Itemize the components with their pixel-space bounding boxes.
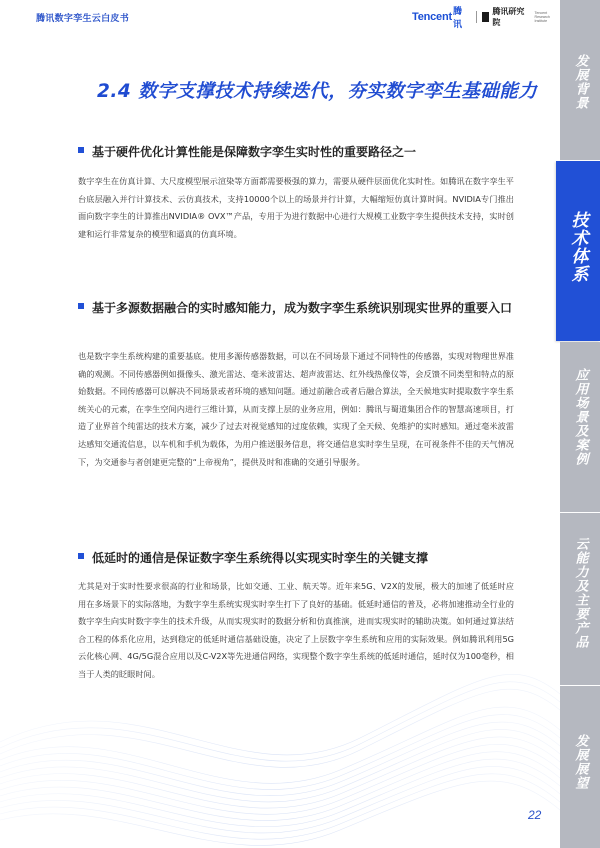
subsection-heading [78,142,502,162]
sidebar-tab-label: 应用场景及案例 [572,368,588,466]
subsection-title: 基于硬件优化计算性能是保障数字孪生实时性的重要路径之一 [92,145,417,159]
subsection-heading [78,298,512,318]
sidebar-tab-outlook[interactable] [560,686,600,848]
page-number: 22 [528,808,542,822]
document-title: 腾讯数字孪生云白皮书 [36,14,130,24]
page-header [0,0,560,40]
chapter-sidebar [560,0,600,848]
sidebar-tab-label: 发展背景 [572,54,588,110]
sidebar-tab-technology[interactable] [556,161,600,341]
sidebar-tab-label: 技术体系 [567,211,588,283]
body-paragraph: 尤其是对于实时性要求很高的行业和场景，比如交通、工业、航天等。近年来5G、V2X的发展，极大的加速了低延时应用在多场景下的实际落地，为数字孪生系统实现实时孪生打下了良好的基础。低延时通信的普及，必将加速推动全行业的数字孪生向实时数字孪生的技术升级，从而实现实时的数据分析和仿真推演，进而实现实时的辅助决策。如何通过算法结合工程的体系化应用，达到稳定的低延时通信基础设施，决定了上层数字孪生系统和应用的实际效果。例如腾讯利用5G云化核心网、4G/5G混合应用以及C-V2X等先进通信网络，实现整个数字孪生系统的低延时通信，延时仅为100毫秒，相当于人类的眨眼时间。 [78,581,514,679]
institute-logo-icon [482,12,490,22]
sidebar-tab-label: 云能力及主要产品 [572,537,588,649]
institute-logo-en: Tencent Research Institute [534,11,550,23]
logo-divider [476,11,477,23]
square-bullet-icon [78,147,84,153]
sidebar-tab-background[interactable] [560,0,600,160]
institute-logo: 腾讯研究院 [492,7,525,27]
square-bullet-icon [78,303,84,309]
subsection-heading [78,548,502,568]
tencent-logo: Tencent [412,11,452,23]
subsection-title: 基于多源数据融合的实时感知能力，成为数字孪生系统识别现实世界的重要入口 [92,301,513,315]
sidebar-tab-cloud-products[interactable] [560,513,600,685]
body-paragraph: 也是数字孪生系统构建的重要基底。使用多源传感器数据，可以在不同场景下通过不同特性的传感器，实现对物理世界准确的观测。不同传感器例如摄像头、激光雷达、毫米波雷达、超声波雷达、红外线热像仪等，会反馈不同类型和特点的原始数据。不同传感器可以解决不同场景或者环境的感知问题。通过前融合或者后融合算法，全天候地实时提取数字孪生系统关心的元素，在孪生空间内进行三维计算，从而支撑上层的业务应用，例如：腾讯与蜀道集团合作的智慧高速项目，打造了业界首个纯雷达的技术方案，减少了过去对视觉感知的过度依赖，实现了全天候、免维护的实时感知。通过毫米波雷达感知交通流信息，以车机和手机为载体，为用户推送服务信息，将交通信息实时孪生呈现，在可视条件不佳的天气情况下，为交通参与者创建更完整的“上帝视角”，提供及时和准确的交通引导服务。 [78,351,514,467]
sidebar-tab-applications[interactable] [560,342,600,512]
subsection-title: 低延时的通信是保证数字孪生系统得以实现实时孪生的关键支撑 [92,551,429,565]
body-paragraph: 数字孪生在仿真计算、大尺度模型展示渲染等方面都需要极强的算力，需要从硬件层面优化实时性。如腾讯在数字孪生平台底层融入并行计算技术、云仿真技术，支持10000个以上的场景并行计算，大幅缩短仿真计算时间。NVIDIA专门推出面向数字孪生的计算推出NVIDIA® OVX™产品，专用于为进行数据中心进行大规模工业数字孪生提供技术支持，实时创建和运行非常复杂的模型和逼真的仿真环境。 [78,176,514,239]
section-heading: 2.4 数字支撑技术持续迭代，夯实数字孪生基础能力 [97,81,538,102]
sidebar-tab-label: 发展展望 [572,734,588,790]
square-bullet-icon [78,553,84,559]
tencent-logo-cn: 腾讯 [452,7,462,30]
logo-group [412,7,560,30]
